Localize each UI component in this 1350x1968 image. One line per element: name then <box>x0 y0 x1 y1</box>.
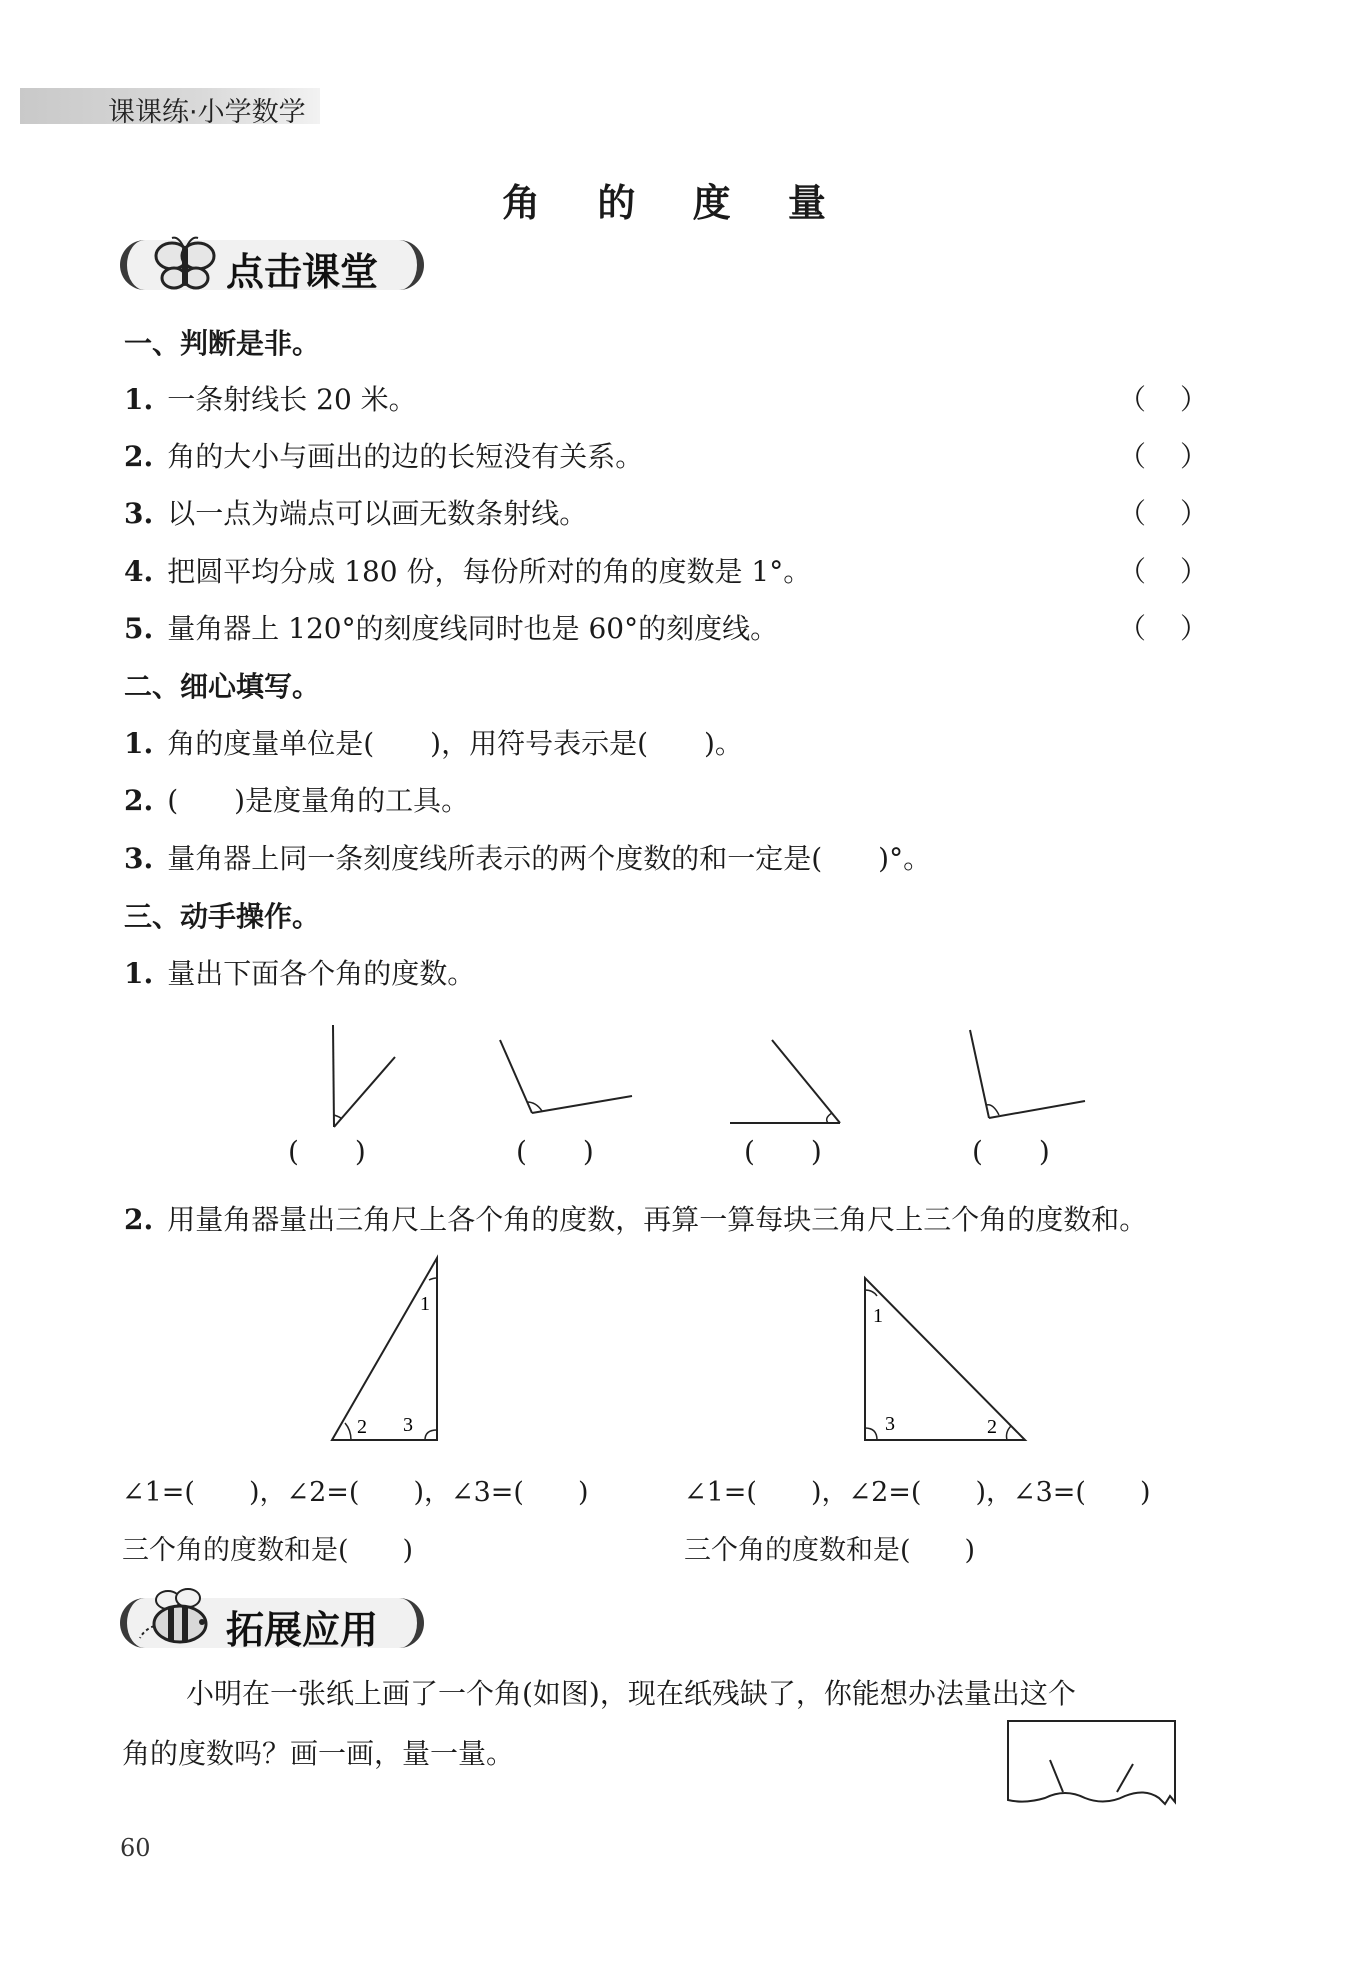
paren-close: ） <box>1180 383 1209 416</box>
page-number: 60 <box>120 1834 151 1862</box>
page-title: 角 的 度 量 <box>502 181 848 225</box>
judge-answer-1[interactable] <box>1118 378 1242 418</box>
bee-icon <box>138 1586 222 1652</box>
judge-item-text: 量角器上 120°的刻度线同时也是 60°的刻度线。 <box>167 612 779 645</box>
operate-item-2 <box>124 1198 1147 1238</box>
fill-item-3 <box>124 837 931 877</box>
judge-item-1 <box>124 378 417 418</box>
extend-text-line1: 小明在一张纸上画了一个角(如图)，现在纸残缺了，你能想办法量出这个 <box>186 1677 1076 1710</box>
judge-answer-5[interactable] <box>1118 607 1242 647</box>
paren-close: ） <box>1180 440 1209 473</box>
triangle2-sum-fill[interactable]: 三个角的度数和是( ) <box>684 1535 976 1566</box>
operate-item-text: 量出下面各个角的度数。 <box>167 957 476 990</box>
angle-figure-1 <box>300 1015 420 1135</box>
operate-item-text: 用量角器量出三角尺上各个角的度数，再算一算每块三角尺上三个角的度数和。 <box>167 1203 1148 1236</box>
triangle1-angle-fill[interactable]: ∠1=( )，∠2=( )，∠3=( ) <box>122 1477 589 1508</box>
torn-paper-figure <box>1005 1718 1185 1808</box>
paren-open: （ <box>1118 555 1147 588</box>
paren-open: （ <box>1118 497 1147 530</box>
triangle-label-3: 3 <box>403 1414 413 1436</box>
judge-item-2 <box>124 435 643 475</box>
paren-open: （ <box>1118 383 1147 416</box>
triangle-ruler-2 <box>855 1270 1035 1450</box>
judge-item-text: 一条射线长 20 米。 <box>167 383 417 416</box>
paren-close: ） <box>1180 612 1209 645</box>
judge-item-4 <box>124 550 811 590</box>
triangle-label-2: 2 <box>357 1416 367 1438</box>
judge-item-number: 3. <box>124 497 154 530</box>
extend-text-line2: 角的度数吗？画一画，量一量。 <box>122 1737 515 1770</box>
angle-figure-3 <box>720 1030 860 1130</box>
angle-answer-4[interactable]: ( ) <box>972 1135 1050 1168</box>
banner-class-label: 点击课堂 <box>226 250 379 294</box>
judge-item-number: 4. <box>124 555 154 588</box>
butterfly-icon <box>150 236 220 296</box>
paren-open: （ <box>1118 612 1147 645</box>
angle-figure-2 <box>480 1030 640 1130</box>
angle-answer-3[interactable]: ( ) <box>744 1135 822 1168</box>
judge-answer-2[interactable] <box>1118 435 1242 475</box>
fill-item-text: 角的度量单位是( )，用符号表示是( )。 <box>167 727 743 760</box>
judge-item-3 <box>124 492 587 532</box>
angle-answer-2[interactable]: ( ) <box>516 1135 594 1168</box>
paren-close: ） <box>1180 555 1209 588</box>
angle-answer-1[interactable]: ( ) <box>288 1135 366 1168</box>
triangle-label-3: 3 <box>885 1413 895 1435</box>
fill-item-2 <box>124 779 469 819</box>
judge-item-number: 1. <box>124 383 154 416</box>
section2-heading: 二、细心填写。 <box>124 670 321 703</box>
judge-item-text: 角的大小与画出的边的长短没有关系。 <box>167 440 644 473</box>
fill-item-number: 2. <box>124 784 154 817</box>
judge-answer-4[interactable] <box>1118 550 1242 590</box>
judge-item-text: 以一点为端点可以画无数条射线。 <box>167 497 588 530</box>
paren-close: ） <box>1180 497 1209 530</box>
paren-open: （ <box>1118 440 1147 473</box>
banner-extend-label: 拓展应用 <box>226 1608 379 1652</box>
judge-item-number: 2. <box>124 440 154 473</box>
operate-item-number: 1. <box>124 957 154 990</box>
operate-item-1 <box>124 952 475 992</box>
fill-item-text: ( )是度量角的工具。 <box>167 784 470 817</box>
judge-answer-3[interactable] <box>1118 492 1242 532</box>
triangle2-angle-fill[interactable]: ∠1=( )，∠2=( )，∠3=( ) <box>684 1477 1151 1508</box>
judge-item-5 <box>124 607 778 647</box>
triangle-label-2: 2 <box>987 1416 997 1438</box>
fill-item-text: 量角器上同一条刻度线所表示的两个度数的和一定是( )°。 <box>167 842 932 875</box>
judge-item-text: 把圆平均分成 180 份，每份所对的角的度数是 1°。 <box>167 555 812 588</box>
triangle-label-1: 1 <box>873 1305 883 1327</box>
section3-heading: 三、动手操作。 <box>124 900 321 933</box>
triangle-ruler-1 <box>325 1250 455 1450</box>
fill-item-number: 1. <box>124 727 154 760</box>
triangle-label-1: 1 <box>420 1293 430 1315</box>
series-title: 课课练·小学数学 <box>108 97 306 128</box>
section1-heading: 一、判断是非。 <box>124 327 321 360</box>
triangle1-sum-fill[interactable]: 三个角的度数和是( ) <box>122 1535 414 1566</box>
fill-item-number: 3. <box>124 842 154 875</box>
judge-item-number: 5. <box>124 612 154 645</box>
operate-item-number: 2. <box>124 1203 154 1236</box>
angle-figure-4 <box>955 1025 1095 1125</box>
fill-item-1 <box>124 722 743 762</box>
